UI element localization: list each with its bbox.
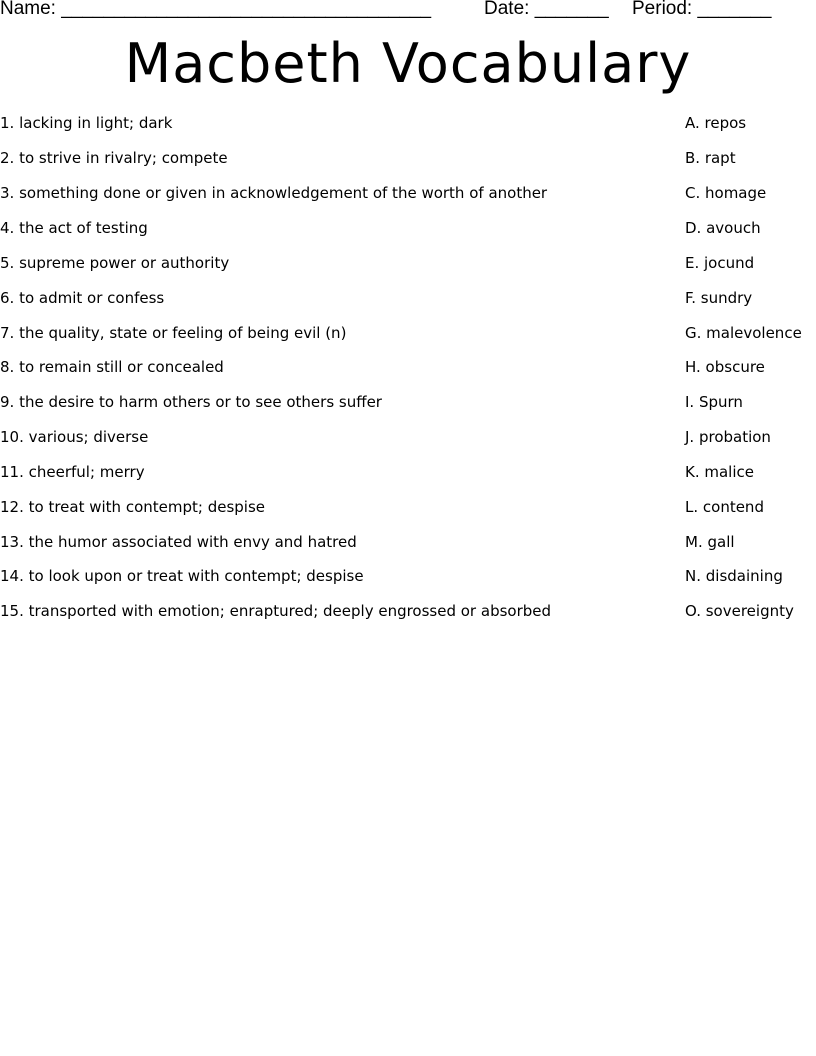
worksheet-header [0,0,816,24]
clue-text: 11. cheerful; merry [0,463,145,481]
list-item [0,533,816,568]
period-blank: _______ [697,0,772,19]
clue-text: 13. the humor associated with envy and hatred [0,533,357,551]
date-field [484,0,609,20]
answer-option: M. gall [685,533,735,551]
page-title: Macbeth Vocabulary [124,32,692,95]
name-field [0,0,431,20]
answer-option: I. Spurn [685,393,743,411]
answer-option: L. contend [685,498,764,516]
clue-text: 9. the desire to harm others or to see others suffer [0,393,382,411]
clue-text: 12. to treat with contempt; despise [0,498,266,516]
clue-text: 1. lacking in light; dark [0,114,173,132]
name-blank: ___________________________________ [61,0,432,19]
list-item [0,289,816,324]
list-item [0,463,816,498]
clue-text: 3. something done or given in acknowledgement of the worth of another [0,184,548,202]
answer-option: B. rapt [685,149,736,167]
answer-option: D. avouch [685,219,761,237]
answer-option: K. malice [685,463,754,481]
list-item [0,498,816,533]
clue-text: 8. to remain still or concealed [0,358,224,376]
list-item [0,324,816,359]
list-item [0,184,816,219]
answer-option: H. obscure [685,358,765,376]
clue-text: 6. to admit or confess [0,289,165,307]
clue-text: 2. to strive in rivalry; compete [0,149,228,167]
answer-option: N. disdaining [685,567,783,585]
clue-text: 7. the quality, state or feeling of being evil (n) [0,324,347,342]
list-item [0,149,816,184]
period-label: Period: [632,0,693,19]
period-field [632,0,771,20]
date-blank: _______ [534,0,609,19]
answer-option: E. jocund [685,254,755,272]
list-item [0,602,816,637]
list-item [0,567,816,602]
answer-option: F. sundry [685,289,753,307]
clue-text: 10. various; diverse [0,428,149,446]
clue-text: 4. the act of testing [0,219,148,237]
list-item [0,428,816,463]
list-item [0,254,816,289]
clue-text: 14. to look upon or treat with contempt; despise [0,567,364,585]
answer-option: O. sovereignty [685,602,794,620]
list-item [0,219,816,254]
answer-option: J. probation [685,428,771,446]
date-label: Date: [484,0,530,19]
clue-text: 5. supreme power or authority [0,254,230,272]
list-item [0,393,816,428]
clue-text: 15. transported with emotion; enraptured; deeply engrossed or absorbed [0,602,552,620]
answer-option: G. malevolence [685,324,802,342]
list-item [0,358,816,393]
answer-option: C. homage [685,184,767,202]
answer-option: A. repos [685,114,747,132]
list-item [0,114,816,149]
name-label: Name: [0,0,56,19]
